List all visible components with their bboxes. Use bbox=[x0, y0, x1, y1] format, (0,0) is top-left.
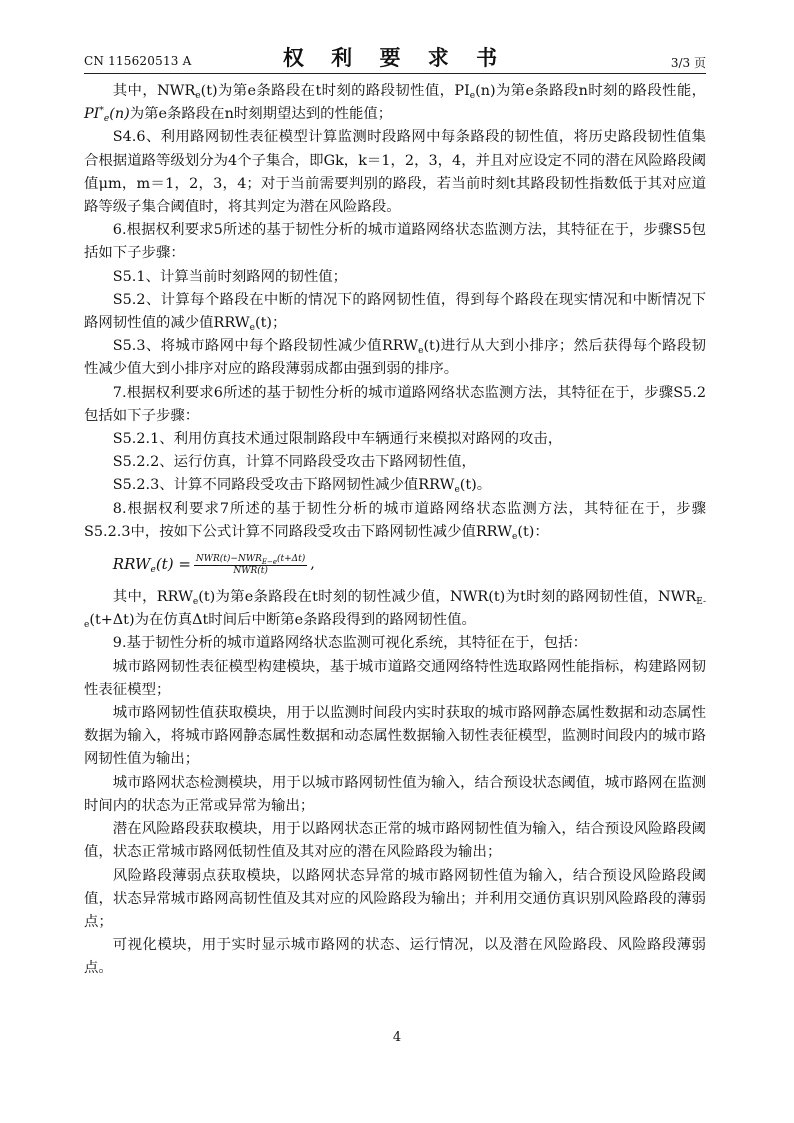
step-s5-2: S5.2、计算每个路段在中断的情况下的路网韧性值，得到每个路段在现实情况和中断情况下路网韧性值的减少值$RRW_e(t)$； bbox=[84, 291, 706, 334]
claims-body bbox=[84, 80, 706, 981]
claim-9: 9.基于韧性分析的城市道路网络状态监测可视化系统，其特征在于，包括： bbox=[112, 635, 588, 652]
module-visualization: 可视化模块，用于实时显示城市路网的状态、运行情况，以及潜在风险路段、风险路段薄弱点。 bbox=[84, 937, 706, 977]
module-state-detection: 城市路网状态检测模块，用于以城市路网韧性值为输入，结合预设状态阈值，城市路网在监测时间内的状态为正常或异常为输出； bbox=[84, 774, 706, 814]
claim-8: 8.根据权利要求7所述的基于韧性分析的城市道路网络状态监测方法，其特征在于，步骤S5.2.3中，按如下公式计算不同路段受攻击下路网韧性减少值$RRW_e(t)$： bbox=[84, 500, 706, 542]
header-divider bbox=[84, 73, 706, 74]
formula-fraction: $\frac{NWR(t)-NWR_{E-e}(t+\Delta t)}{\text{NWR(t)}}$ bbox=[195, 553, 306, 576]
page-indicator: 3/3 页 bbox=[670, 56, 706, 70]
module-model-construction: 城市路网韧性表征模型构建模块，基于城市道路交通网络特性选取路网性能指标，构建路网韧性表征模型； bbox=[84, 658, 706, 698]
claim-6: 6.根据权利要求5所述的基于韧性分析的城市道路网络状态监测方法，其特征在于，步骤S5包括如下子步骤： bbox=[84, 222, 706, 262]
step-s5-1: S5.1、计算当前时刻路网的韧性值； bbox=[112, 268, 348, 285]
paragraph-definitions: 其中，$NWR_e(t)$为第e条路段在t时刻的路段韧性值，$PI_e(n)$为第e条路段n时刻的路段性能，$PI^*_e(n)$为第e条路段在n时刻期望达到的性能值； bbox=[84, 83, 706, 125]
step-s5-2-1: S5.2.1、利用仿真技术通过限制路段中车辆通行来模拟对路网的攻击， bbox=[112, 431, 563, 448]
module-weak-point: 风险路段薄弱点获取模块，以路网状态异常的城市路网韧性值为输入，结合预设风险路段阈值，状态异常城市路网高韧性值及其对应的风险路段为输出；并利用交通仿真识别风险路段的薄弱点； bbox=[84, 867, 706, 930]
step-s5-2-2: S5.2.2、运行仿真，计算不同路段受攻击下路网韧性值， bbox=[112, 454, 476, 471]
module-potential-risk: 潜在风险路段获取模块，用于以路网状态正常的城市路网韧性值为输入，结合预设风险路段阈值，状态正常城市路网低韧性值及其对应的潜在风险路段为输出； bbox=[84, 821, 706, 861]
module-resilience-acquisition: 城市路网韧性值获取模块，用于以监测时间段内实时获取的城市路网静态属性数据和动态属性数据为输入，将城市路网静态属性数据和动态属性数据输入韧性表征模型，监测时间段内的城市路网韧性值为输出； bbox=[84, 705, 706, 768]
document-number: CN 115620513 A bbox=[84, 54, 192, 68]
step-s5-2-3: S5.2.3、计算不同路段受攻击下路网韧性减少值$RRW_e(t)$。 bbox=[112, 477, 492, 496]
rrw-formula: $RRW_e(t)$ = $\frac{NWR(t)-NWR_{E-e}(t+\Delta t)}{\text{NWR(t)}}$ , bbox=[112, 553, 315, 576]
paragraph-s4-6: S4.6、利用路网韧性表征模型计算监测时段路网中每条路段的韧性值，将历史路段韧性值集合根据道路等级划分为4个子集合，即Gk，k＝1，2，3，4，并且对应设定不同的潜在风险路段阈值μm，m＝1，2，3，4；对于当前需要判别的路段，若当前时刻t其路段韧性指数低于其对应道路等级子集合阈值时，将其判定为潜在风险路段。 bbox=[84, 129, 706, 216]
claim-7: 7.根据权利要求6所述的基于韧性分析的城市道路网络状态监测方法，其特征在于，步骤S5.2包括如下子步骤： bbox=[84, 384, 706, 424]
step-s5-3: S5.3、将城市路网中每个路段韧性减少值$RRW_e(t)$进行从大到小排序；然后获得每个路段韧性减少值大到小排序对应的路段薄弱成都由强到弱的排序。 bbox=[84, 338, 707, 378]
page-number: 4 bbox=[392, 1030, 402, 1045]
page-title: 权 利 要 求 书 bbox=[282, 45, 508, 70]
page-header bbox=[84, 40, 706, 72]
paragraph-formula-definitions: 其中，$RRW_e(t)$为第e条路段在t时刻的韧性减少值，NWR(t)为t时刻的路网韧性值，$NWR_{E-e}(t+\Delta t)$为在仿真Δt时间后中断第e条路段得到的路网韧性值。 bbox=[84, 589, 706, 631]
